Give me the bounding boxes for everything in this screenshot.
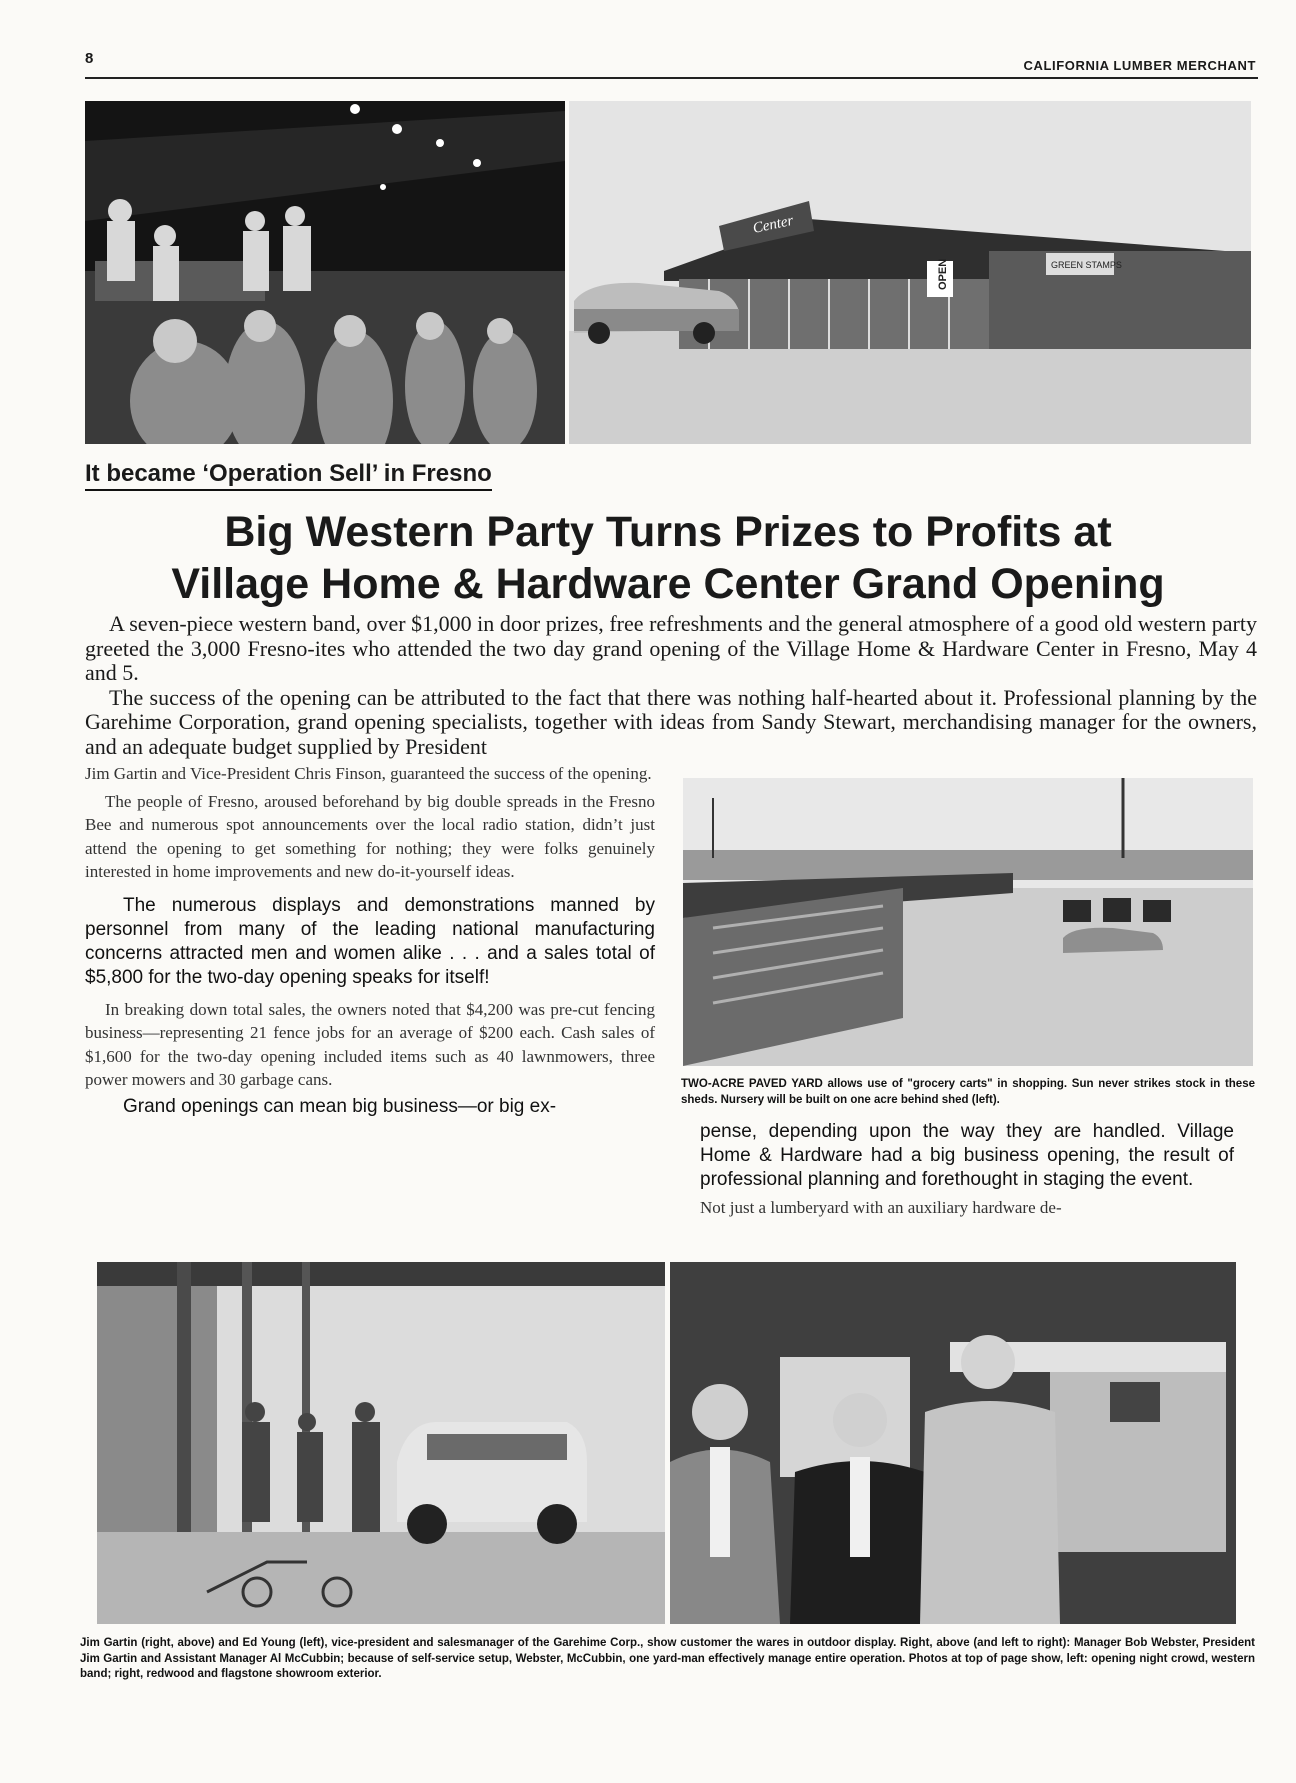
photo-night-crowd-band	[85, 101, 565, 444]
photo-outdoor-display	[97, 1262, 665, 1624]
photo-paved-yard	[683, 778, 1253, 1066]
left-paragraph-2: The people of Fresno, aroused beforehand by big double spreads in the Fresno Bee and numerous spot announcements over the local radio station, didn’t just attend the opening to get something for nothing; they were folks genuinely interested in home improvements and new do-it-yourself ideas.	[85, 791, 655, 881]
headline-line-2: Village Home & Hardware Center Grand Opening	[171, 560, 1165, 608]
left-paragraph-1: Jim Gartin and Vice-President Chris Finson, guaranteed the success of the opening.	[85, 764, 652, 783]
right-paragraph-2: Not just a lumberyard with an auxiliary hardware de-	[700, 1198, 1062, 1217]
lead-paragraph-1: A seven-piece western band, over $1,000 in door prizes, free refreshments and the general atmosphere of a good old western party greeted the 3,000 Fresno-ites who attended the two day grand opening of the Village Home & Hardware Center in Fresno, May 4 and 5.	[85, 611, 1257, 685]
left-column	[85, 762, 655, 1119]
sign-green-stamps: GREEN STAMPS	[1051, 260, 1122, 270]
photo-showroom-exterior	[569, 101, 1251, 444]
photo-three-managers	[670, 1262, 1236, 1624]
section-kicker: It became ‘Operation Sell’ in Fresno	[85, 460, 492, 491]
left-paragraph-3: The numerous displays and demonstrations manned by personnel from many of the leading national manufacturing concerns attracted men and women alike . . . and a sales total of $5,800 for the two-day opening speaks for itself!	[85, 894, 655, 988]
sign-center: Center	[751, 212, 795, 237]
right-paragraph-1: pense, depending upon the way they are handled. Village Home & Hardware had a big business opening, the result of professional planning and forethought in staging the event.	[700, 1121, 1234, 1190]
left-paragraph-5: Grand openings can mean big business—or big ex-	[123, 1095, 557, 1117]
page-number: 8	[85, 50, 94, 67]
header-rule	[85, 77, 1258, 79]
yard-photo-caption: TWO-ACRE PAVED YARD allows use of "grocery carts" in shopping. Sun never strikes stock in these sheds. Nursery will be built on one acre behind shed (left).	[681, 1078, 1255, 1106]
bottom-photos-caption: Jim Gartin (right, above) and Ed Young (left), vice-president and salesmanager of the Garehime Corp., show customer the wares in outdoor display. Right, above (and left to right): Manager Bob Webster, President Jim Gartin and Assistant Manager Al McCubbin; because of self-service setup, Webster, McCubbin, one yard-man effectively manage entire operation. Photos at top of page show, left: opening night crowd, western band; right, redwood and flagstone showroom exterior.	[80, 1637, 1255, 1680]
sign-open: OPEN	[937, 258, 949, 290]
lead-paragraph-2: The success of the opening can be attributed to the fact that there was nothing half-hearted about it. Professional planning by the Garehime Corporation, grand opening specialists, together with ideas from Sandy Stewart, merchandising manager for the owners, and an adequate budget supplied by President	[85, 684, 1257, 759]
right-column	[700, 1120, 1234, 1220]
headline-line-1: Big Western Party Turns Prizes to Profits at	[224, 508, 1112, 556]
publication-name: CALIFORNIA LUMBER MERCHANT	[1023, 58, 1256, 73]
left-paragraph-4: In breaking down total sales, the owners noted that $4,200 was pre-cut fencing business—representing 21 fence jobs for an average of $200 each. Cash sales of $1,600 for the two-day opening included items such as 40 lawnmowers, three power mowers and 30 garbage cans.	[85, 999, 655, 1089]
lead-paragraph	[85, 612, 1257, 759]
